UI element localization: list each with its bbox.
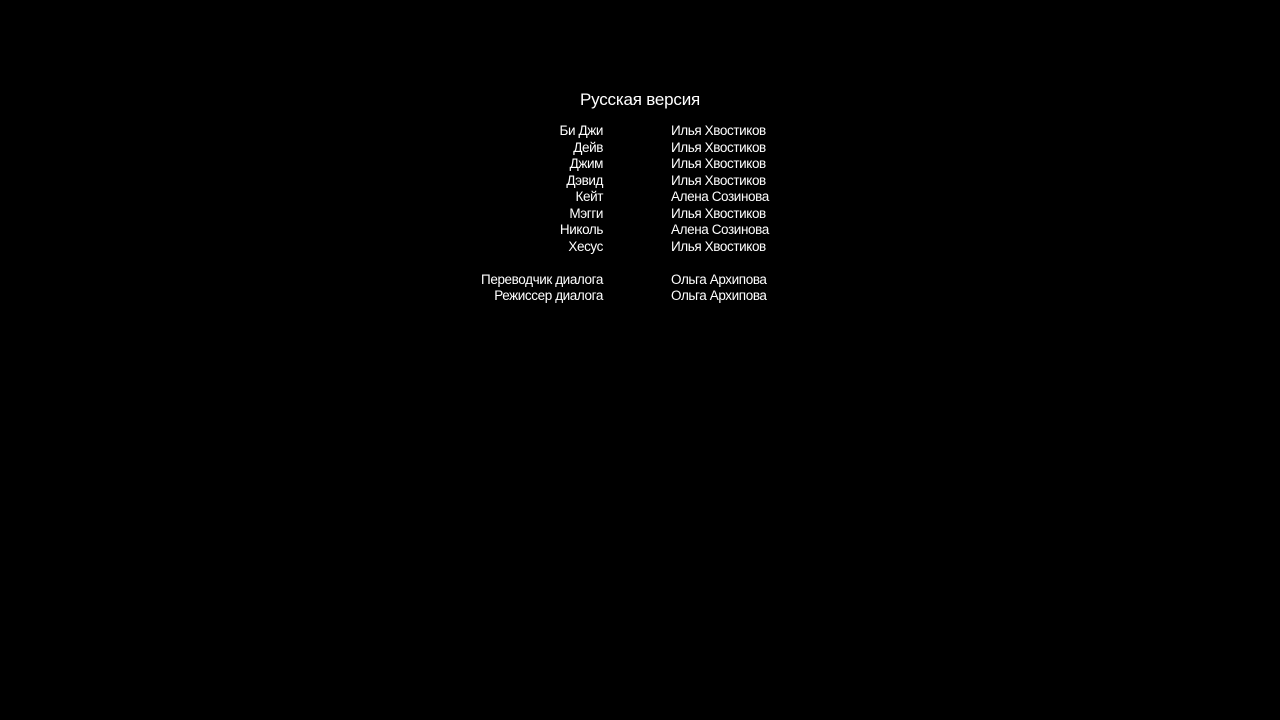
credit-name: Илья Хвостиков (671, 156, 766, 171)
credit-role: Кейт (575, 189, 603, 204)
credit-row (0, 140, 1280, 157)
credit-role: Николь (559, 222, 603, 237)
credit-row (0, 189, 1280, 206)
credit-name: Ольга Архипова (671, 288, 767, 303)
credit-role: Режиссер диалога (494, 288, 603, 303)
credit-role: Би Джи (559, 123, 603, 138)
credit-row (0, 156, 1280, 173)
credit-role: Хесус (568, 238, 603, 254)
credit-role: Переводчик диалога (481, 271, 603, 287)
credit-role: Мэгги (569, 205, 603, 221)
credit-role: Дэвид (566, 172, 603, 188)
credit-row (0, 272, 1280, 289)
credit-row (0, 288, 1280, 305)
credits-list (0, 123, 1280, 305)
credit-name: Ольга Архипова (671, 271, 767, 287)
credit-name: Илья Хвостиков (671, 205, 766, 221)
credit-name: Алена Созинова (671, 189, 769, 204)
credit-row (0, 123, 1280, 140)
credits-heading: Русская версия (580, 90, 700, 109)
credit-row (0, 239, 1280, 256)
credit-name: Илья Хвостиков (671, 238, 766, 254)
credit-name: Илья Хвостиков (671, 172, 766, 188)
credit-row (0, 222, 1280, 239)
credit-name: Алена Созинова (671, 222, 769, 237)
credit-row (0, 173, 1280, 190)
credit-row (0, 206, 1280, 223)
credit-role: Джим (569, 156, 603, 171)
cast-group (0, 123, 1280, 255)
crew-group (0, 272, 1280, 305)
credit-role: Дейв (573, 139, 603, 155)
credit-name: Илья Хвостиков (671, 123, 766, 138)
credit-name: Илья Хвостиков (671, 139, 766, 155)
